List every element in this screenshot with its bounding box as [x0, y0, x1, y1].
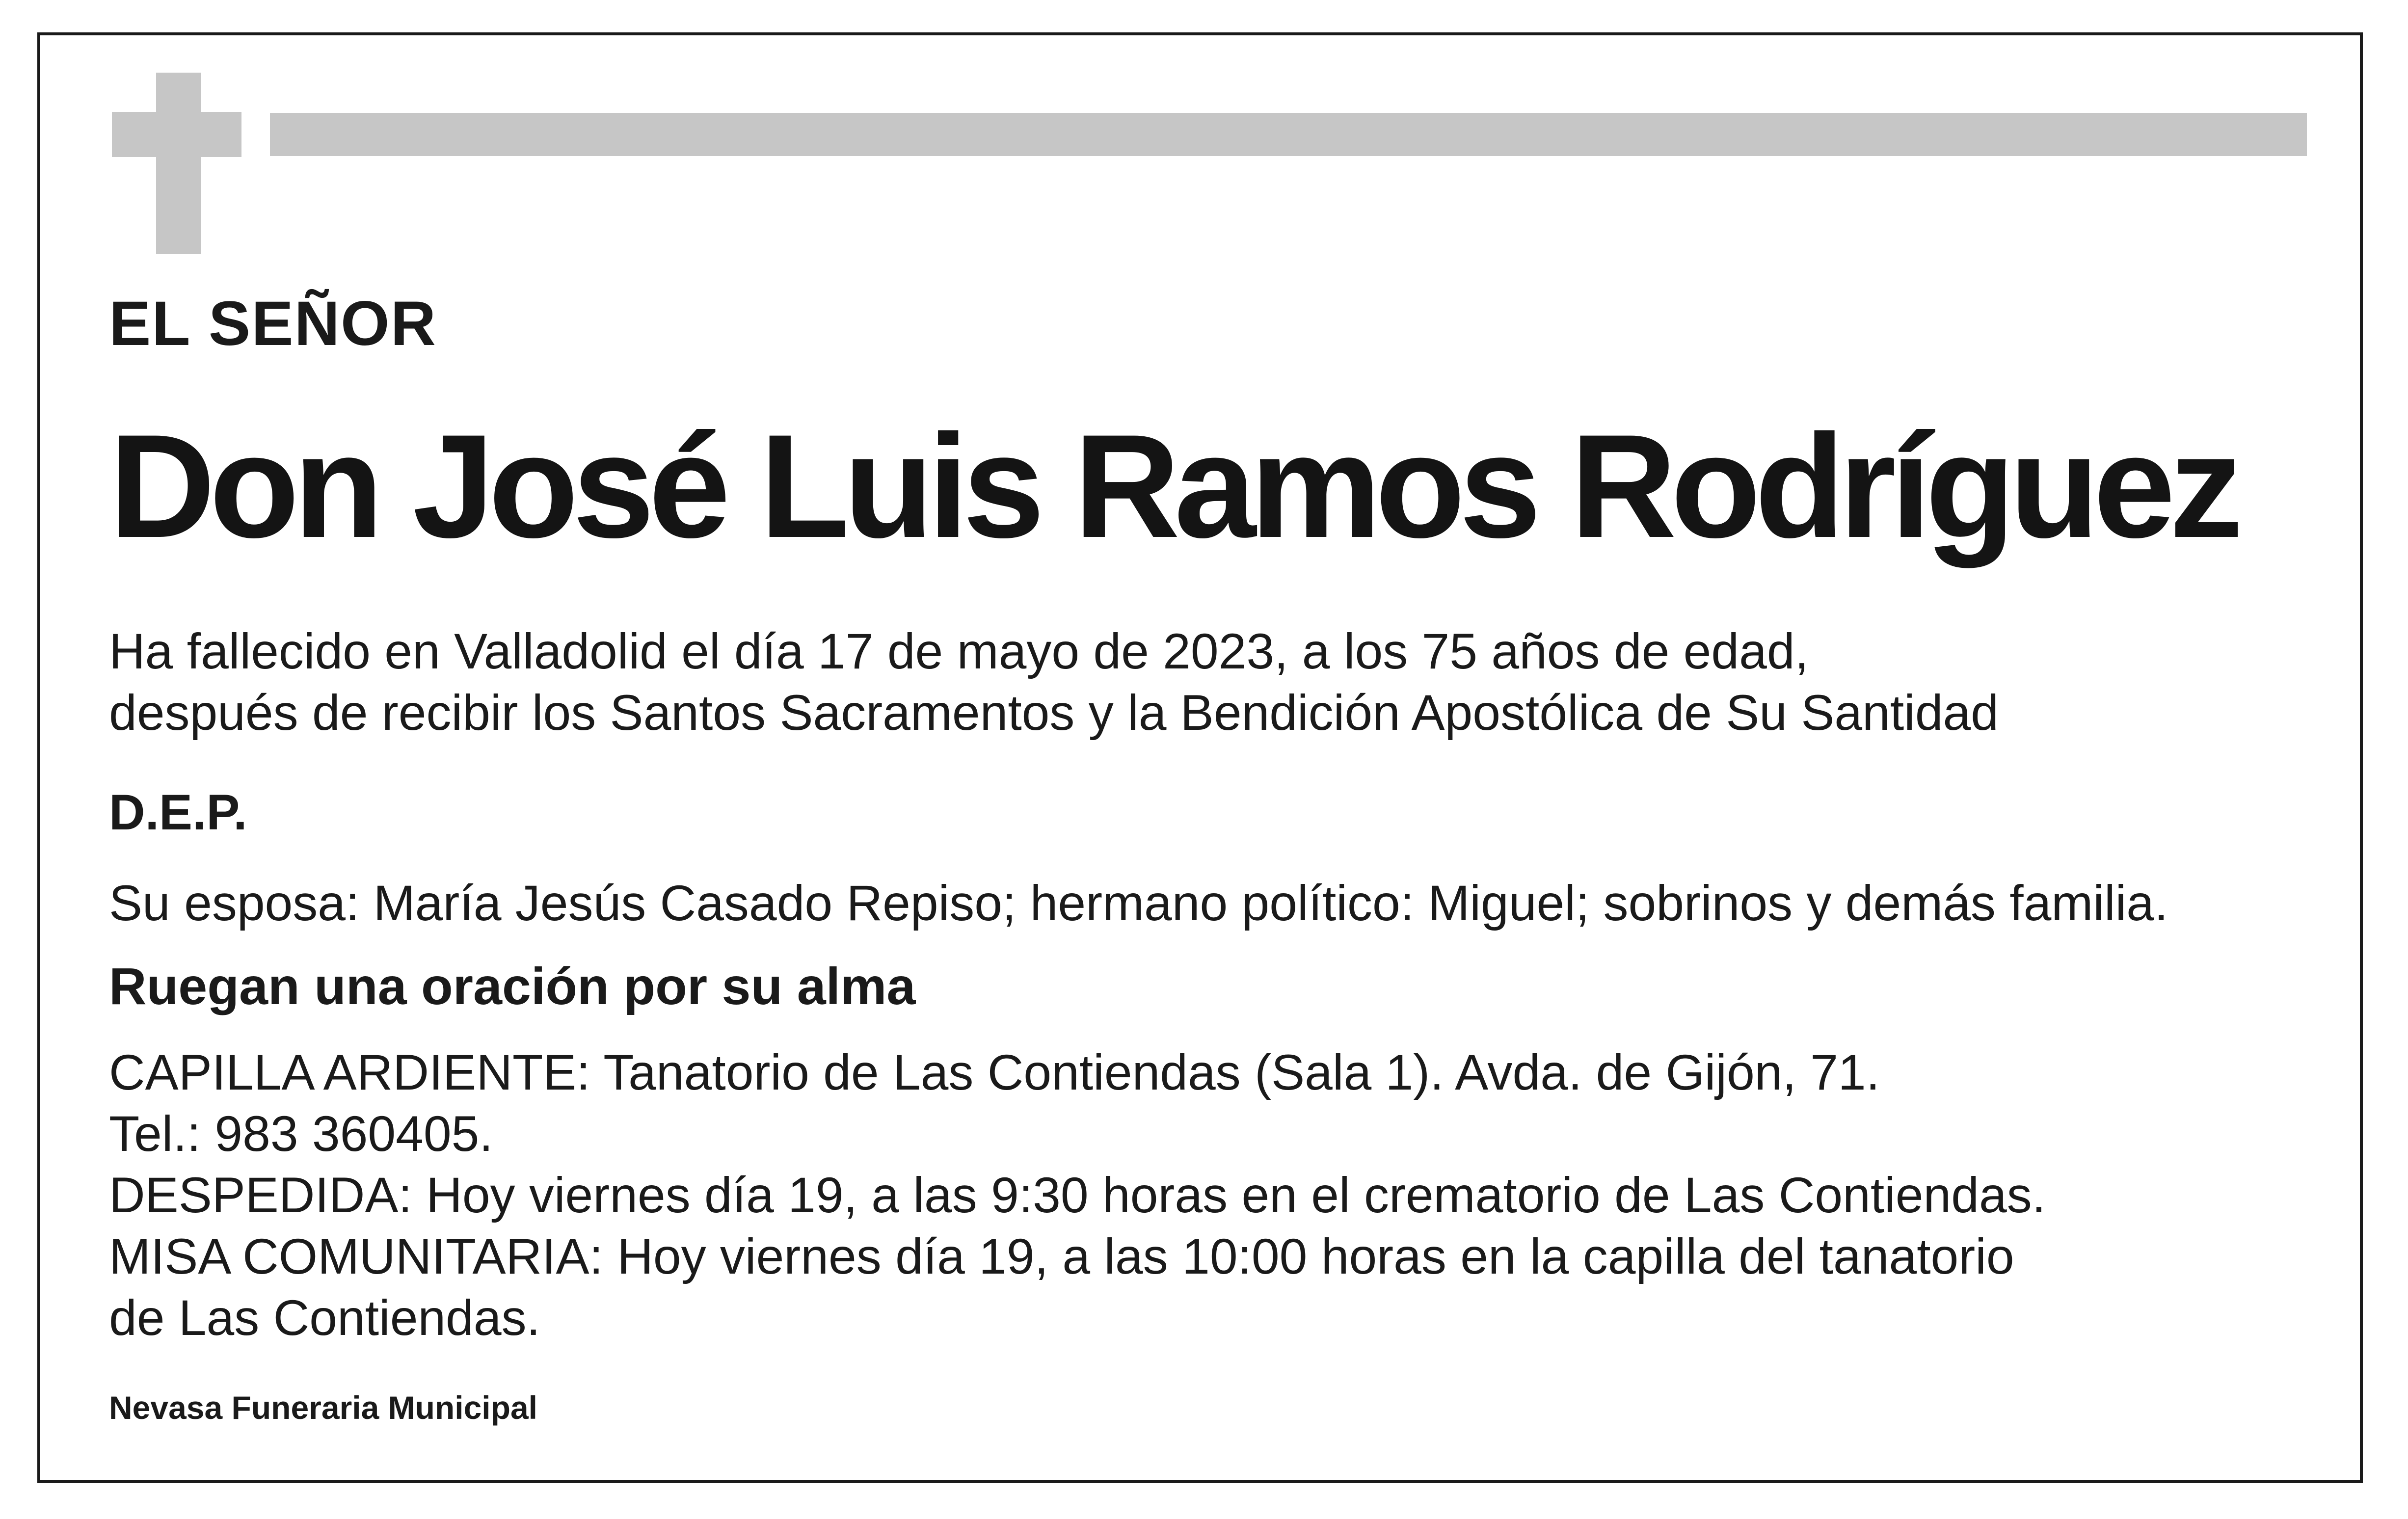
ceremony-line: de Las Contiendas. [109, 1290, 540, 1346]
deceased-name: Don José Luis Ramos Rodríguez [109, 403, 2237, 568]
cross-icon [156, 73, 201, 254]
dep-label: D.E.P. [109, 784, 247, 840]
announcement-line: después de recibir los Santos Sacramentos y la Bendición Apostólica de Su Santidad [109, 685, 1999, 741]
prayer-request: Ruegan una oración por su alma [109, 958, 916, 1015]
announcement-line: Ha fallecido en Valladolid el día 17 de mayo de 2023, a los 75 años de edad, [109, 623, 1809, 679]
title-label: EL SEÑOR [109, 289, 437, 359]
cross-icon-arm [112, 112, 241, 157]
ceremony-line: MISA COMUNITARIA: Hoy viernes día 19, a las 10:00 horas en la capilla del tanatorio [109, 1228, 2014, 1284]
ceremony-line: CAPILLA ARDIENTE: Tanatorio de Las Contiendas (Sala 1). Avda. de Gijón, 71. [109, 1044, 1880, 1100]
ceremony-line: DESPEDIDA: Hoy viernes día 19, a las 9:30 horas en el crematorio de Las Contiendas. [109, 1167, 2046, 1223]
family-line: Su esposa: María Jesús Casado Repiso; hermano político: Miguel; sobrinos y demás familia. [109, 875, 2168, 931]
ceremony-line: Tel.: 983 360405. [109, 1106, 493, 1162]
header-rule [270, 113, 2307, 156]
funeral-home: Nevasa Funeraria Municipal [109, 1389, 537, 1426]
